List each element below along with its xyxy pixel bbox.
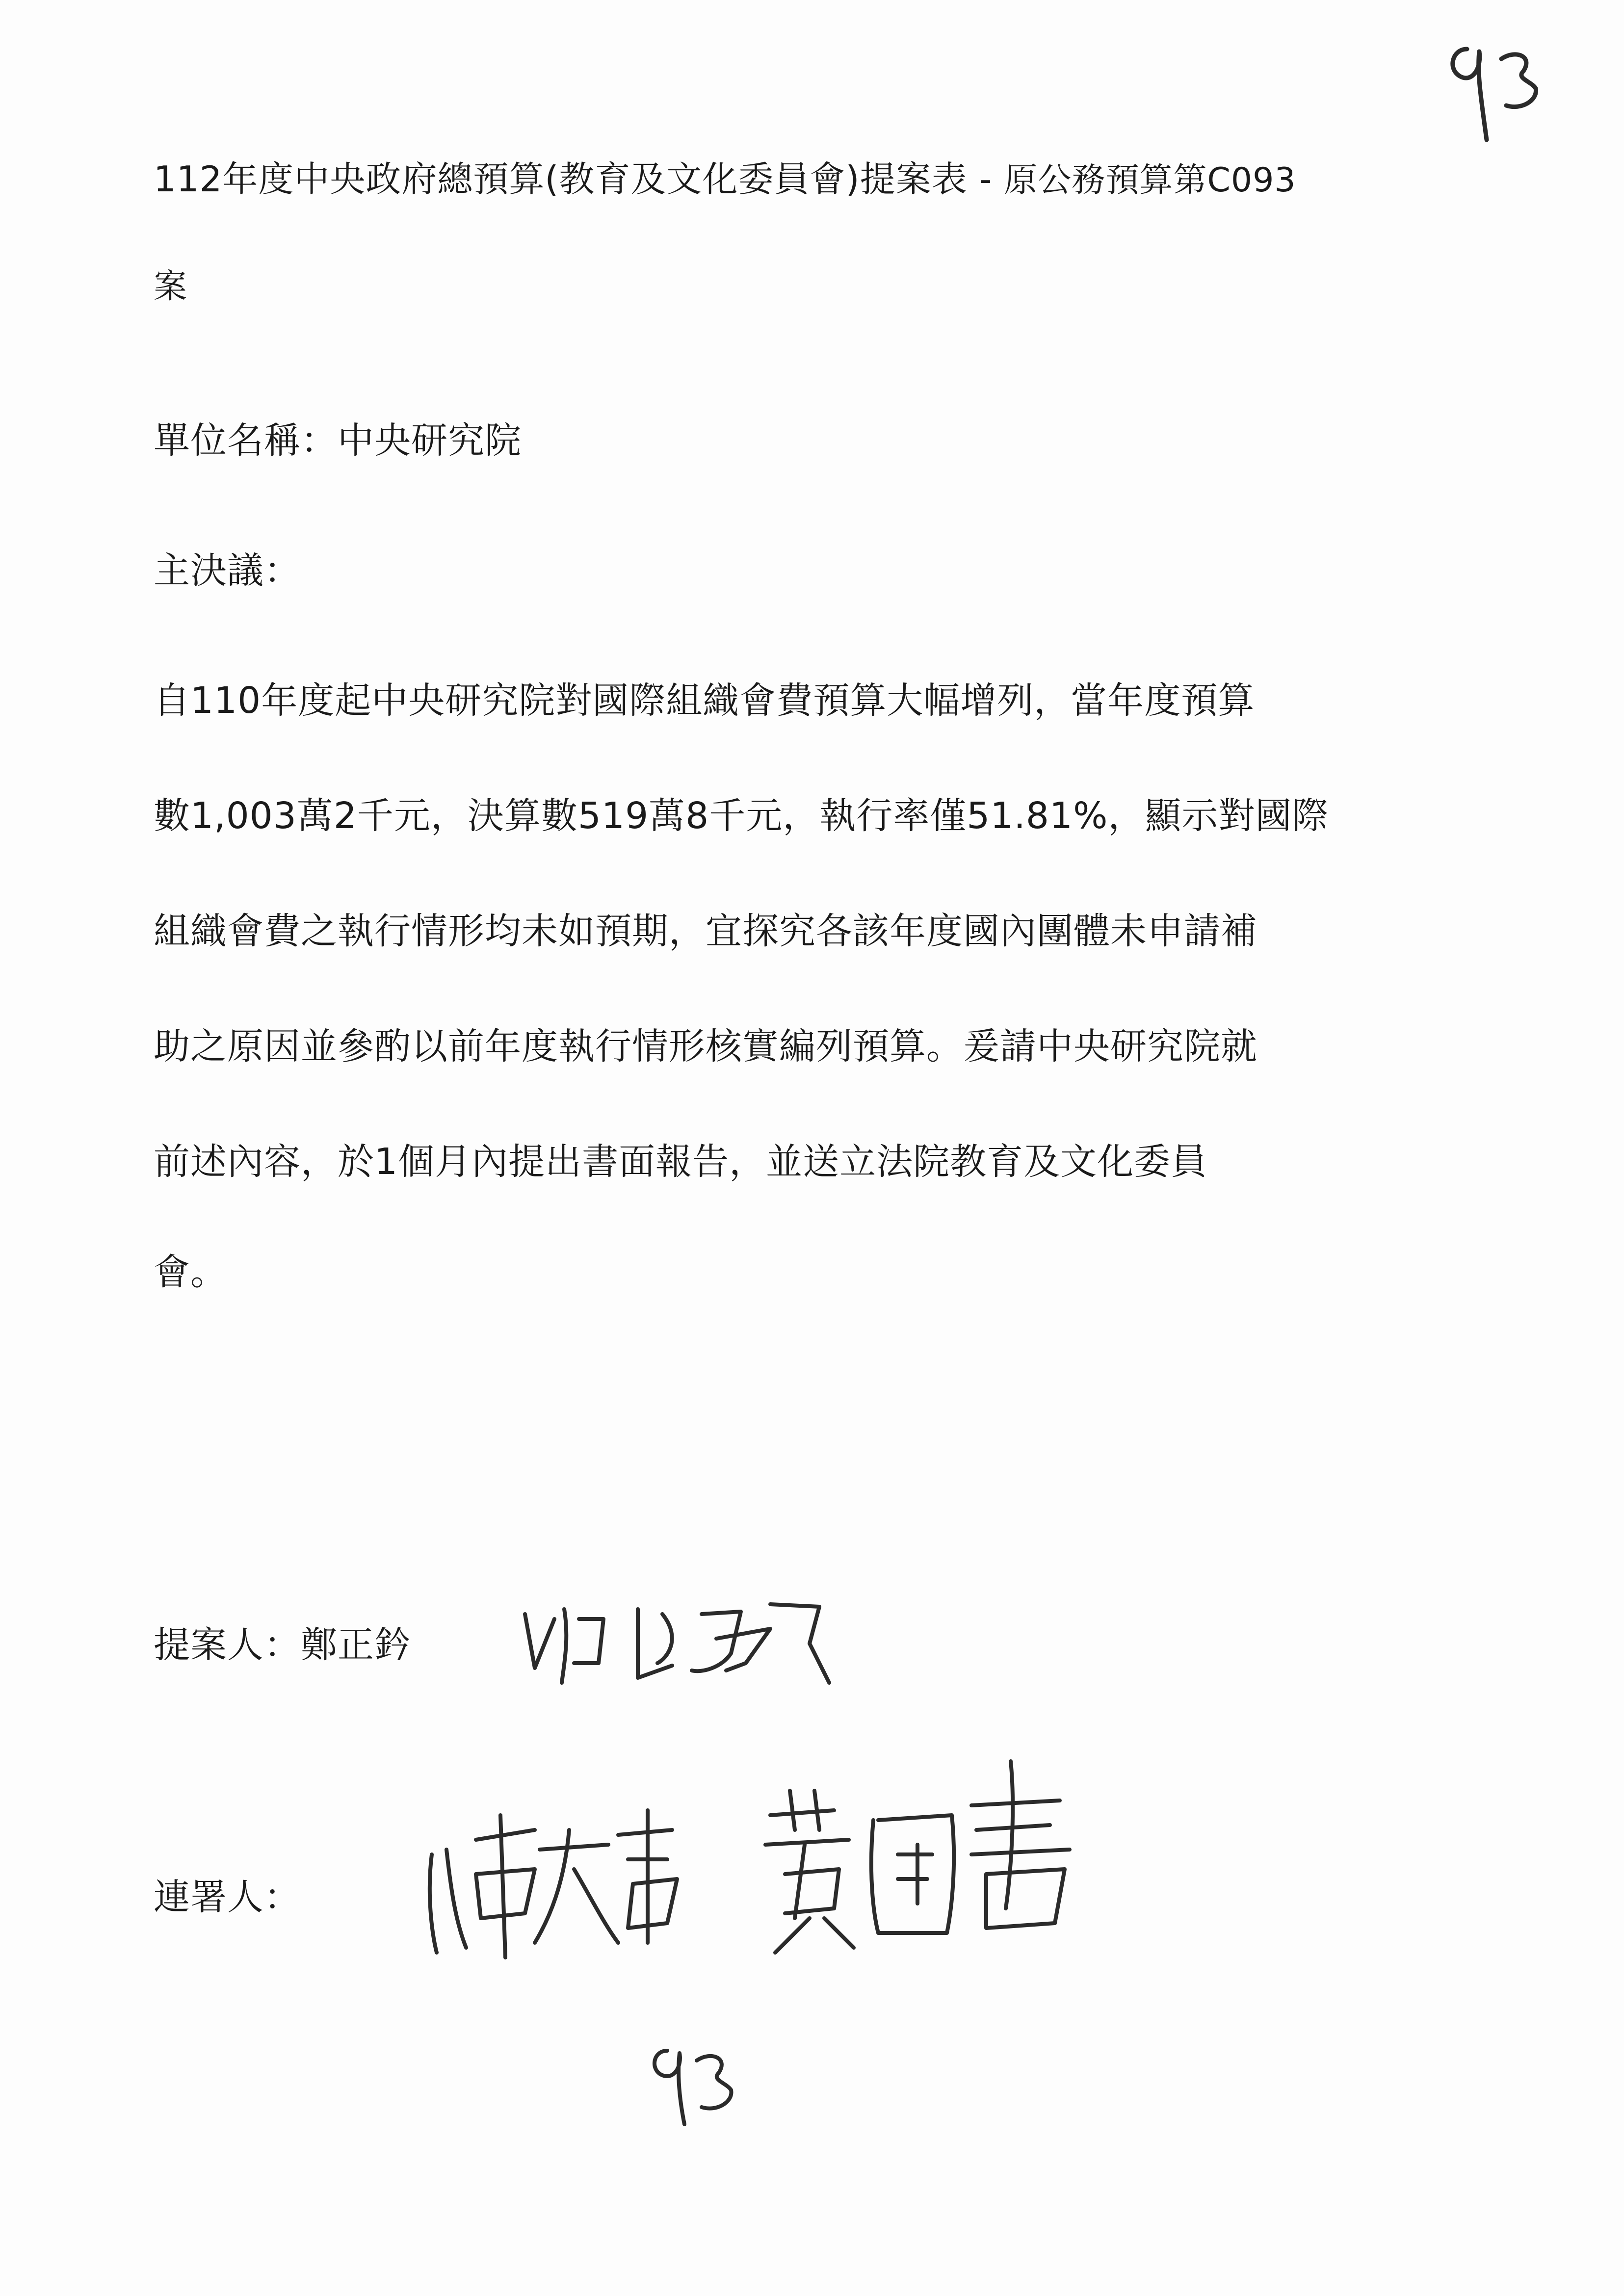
title-continuation: 案 bbox=[154, 267, 188, 306]
title-main: 112年度中央政府總預算(教育及文化委員會)提案表 bbox=[154, 158, 968, 200]
resolution-line-6: 會。 bbox=[154, 1251, 227, 1293]
resolution-line-4: 助之原因並參酌以前年度執行情形核實編列預算。爰請中央研究院就 bbox=[154, 1025, 1257, 1068]
resolution-line-1: 自110年度起中央研究院對國際組織會費預算大幅增列，當年度預算 bbox=[154, 679, 1255, 722]
cosigner-signature-2 bbox=[756, 1747, 1099, 1972]
proposer-signature bbox=[515, 1585, 868, 1702]
handwritten-page-number-bottom bbox=[638, 2031, 746, 2129]
unit-name: 單位名稱：中央研究院 bbox=[154, 419, 522, 462]
cosigner-label: 連署人： bbox=[154, 1876, 301, 1918]
proposer-label: 提案人：鄭正鈐 bbox=[154, 1624, 411, 1666]
handwritten-page-number-top bbox=[1433, 29, 1560, 147]
title-separator: - bbox=[967, 158, 1004, 200]
title-sub: 原公務預算第C093 bbox=[1004, 161, 1296, 200]
resolution-line-5: 前述內容，於1個月內提出書面報告，並送立法院教育及文化委員 bbox=[154, 1141, 1208, 1183]
resolution-line-2: 數1,003萬2千元，決算數519萬8千元，執行率僅51.81%，顯示對國際 bbox=[154, 795, 1329, 837]
document-title bbox=[154, 157, 1296, 203]
resolution-label: 主決議： bbox=[154, 549, 301, 592]
cosigner-signature-1 bbox=[422, 1796, 697, 1982]
resolution-line-3: 組織會費之執行情形均未如預期，宜探究各該年度國內團體未申請補 bbox=[154, 910, 1257, 952]
